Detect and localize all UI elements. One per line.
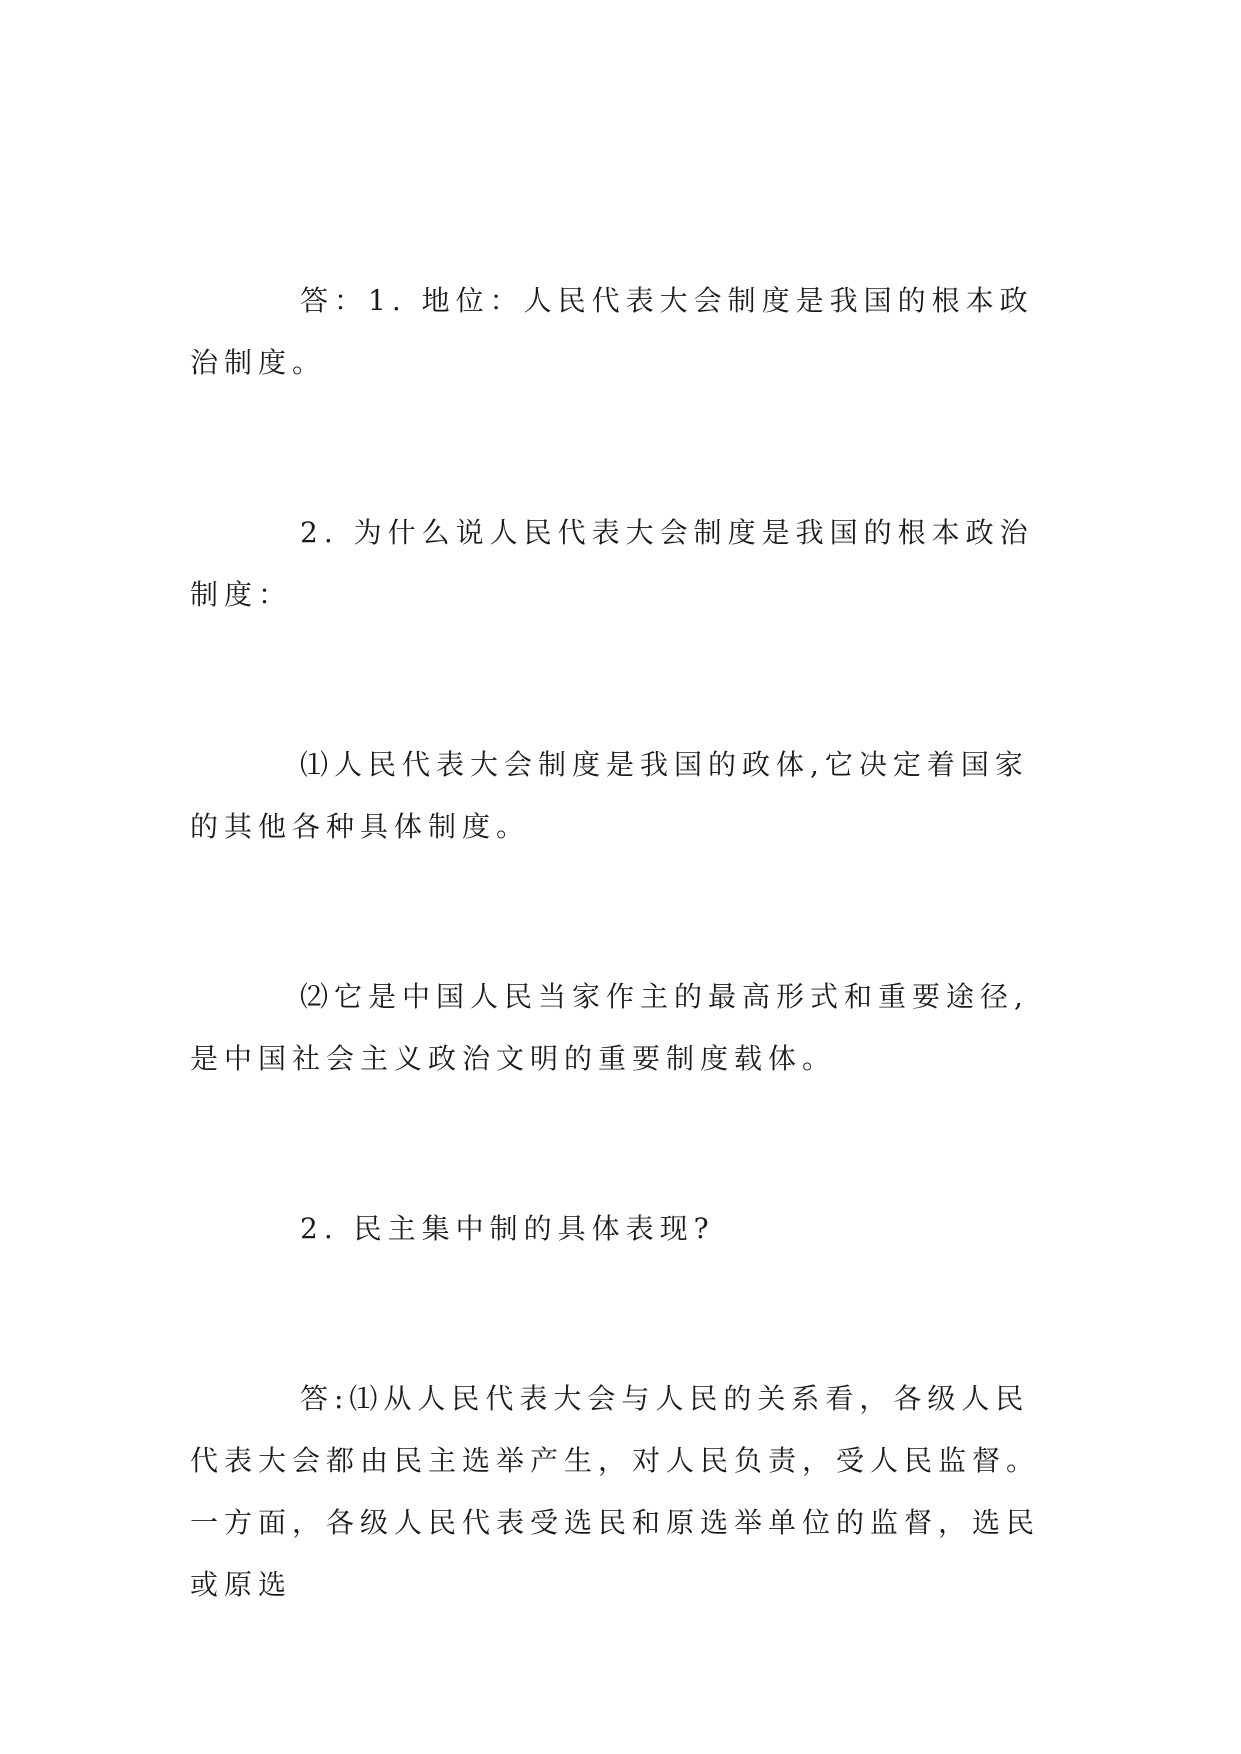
question-paragraph-democratic-centralism: 2. 民主集中制的具体表现? (300, 1212, 715, 1245)
answer-paragraph-status: 答：1. 地位：人民代表大会制度是我国的根本政治制度。 (190, 284, 1034, 379)
answer-paragraph-democratic-centralism: 答:⑴从人民代表大会与人民的关系看，各级人民代表大会都由民主选举产生，对人民负责，受人民监督。一方面，各级人民代表受选民和原选举单位的监督，选民或原选 (190, 1382, 1041, 1601)
point-paragraph-1: ⑴人民代表大会制度是我国的政体,它决定着国家的其他各种具体制度。 (190, 748, 1029, 843)
question-paragraph-why-fundamental: 2. 为什么说人民代表大会制度是我国的根本政治制度： (190, 516, 1034, 611)
point-paragraph-2: ⑵它是中国人民当家作主的最高形式和重要途径,是中国社会主义政治文明的重要制度载体。 (190, 980, 1029, 1075)
